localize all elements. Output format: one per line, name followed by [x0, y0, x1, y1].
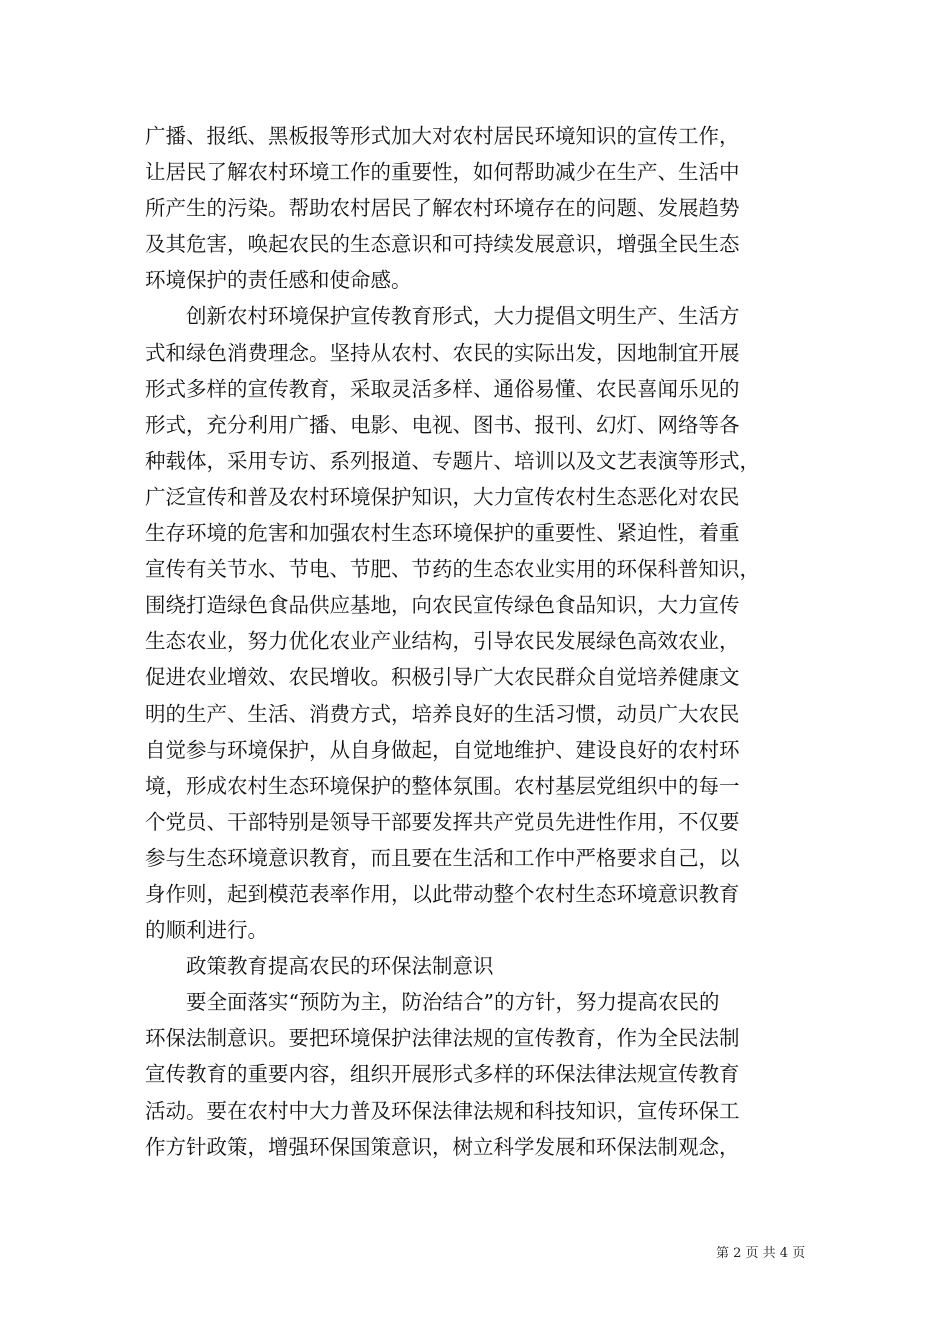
section-heading: 政策教育提高农民的环保法制意识 — [145, 954, 494, 979]
text-line: 广播、报纸、黑板报等形式加大对农村居民环境知识的宣传工作， — [145, 124, 740, 148]
text-line: 生态农业，努力优化农业产业结构，引导农民发展绿色高效农业， — [145, 629, 740, 654]
text-line: 环保法制意识。要把环境保护法律法规的宣传教育，作为全民法制 — [145, 1026, 740, 1051]
text-line: 宣传教育的重要内容，组织开展形式多样的环保法律法规宣传教育 — [145, 1062, 740, 1087]
text-line: 围绕打造绿色食品供应基地，向农民宣传绿色食品知识，大力宣传 — [145, 593, 740, 618]
text-line: 形式多样的宣传教育，采取灵活多样、通俗易懂、农民喜闻乐见的 — [145, 376, 740, 401]
text-line: 活动。要在农村中大力普及环保法律法规和科技知识，宣传环保工 — [145, 1098, 740, 1123]
text-line: 创新农村环境保护宣传教育形式，大力提倡文明生产、生活方 — [145, 304, 740, 329]
text-line: 作方针政策，增强环保国策意识，树立科学发展和环保法制观念， — [145, 1134, 740, 1159]
text-line: 个党员、干部特别是领导干部要发挥共产党员先进性作用，不仅要 — [145, 809, 740, 834]
text-line: 让居民了解农村环境工作的重要性，如何帮助减少在生产、生活中 — [145, 160, 740, 185]
text-line: 生存环境的危害和加强农村生态环境保护的重要性、紧迫性，着重 — [145, 521, 740, 546]
text-line: 种载体，采用专访、系列报道、专题片、培训以及文艺表演等形式， — [145, 448, 760, 473]
text-line: 宣传有关节水、节电、节肥、节药的生态农业实用的环保科普知识， — [145, 557, 760, 582]
text-line: 形式，充分利用广播、电影、电视、图书、报刊、幻灯、网络等各 — [145, 412, 740, 437]
text-line: 的顺利进行。 — [145, 918, 268, 943]
text-line: 环境保护的责任感和使命感。 — [145, 268, 412, 293]
text-line: 所产生的污染。帮助农村居民了解农村环境存在的问题、发展趋势 — [145, 196, 740, 221]
text-line: 境，形成农村生态环境保护的整体氛围。农村基层党组织中的每一 — [145, 773, 740, 798]
text-line: 及其危害，唤起农民的生态意识和可持续发展意识，增强全民生态 — [145, 232, 740, 257]
text-line: 促进农业增效、农民增收。积极引导广大农民群众自觉培养健康文 — [145, 665, 740, 690]
text-line: 广泛宣传和普及农村环境保护知识，大力宣传农村生态恶化对农民 — [145, 484, 740, 509]
text-line: 要全面落实“预防为主，防治结合”的方针，努力提高农民的 — [145, 990, 720, 1015]
text-line: 身作则，起到模范表率作用，以此带动整个农村生态环境意识教育 — [145, 881, 740, 906]
document-body — [145, 118, 810, 1165]
text-line: 式和绿色消费理念。坚持从农村、农民的实际出发，因地制宜开展 — [145, 340, 740, 365]
page-number: 第 2 页 共 4 页 — [716, 1246, 806, 1261]
text-line: 参与生态环境意识教育，而且要在生活和工作中严格要求自己，以 — [145, 845, 740, 870]
text-line: 明的生产、生活、消费方式，培养良好的生活习惯，动员广大农民 — [145, 701, 740, 726]
text-line: 自觉参与环境保护，从自身做起，自觉地维护、建设良好的农村环 — [145, 737, 740, 762]
